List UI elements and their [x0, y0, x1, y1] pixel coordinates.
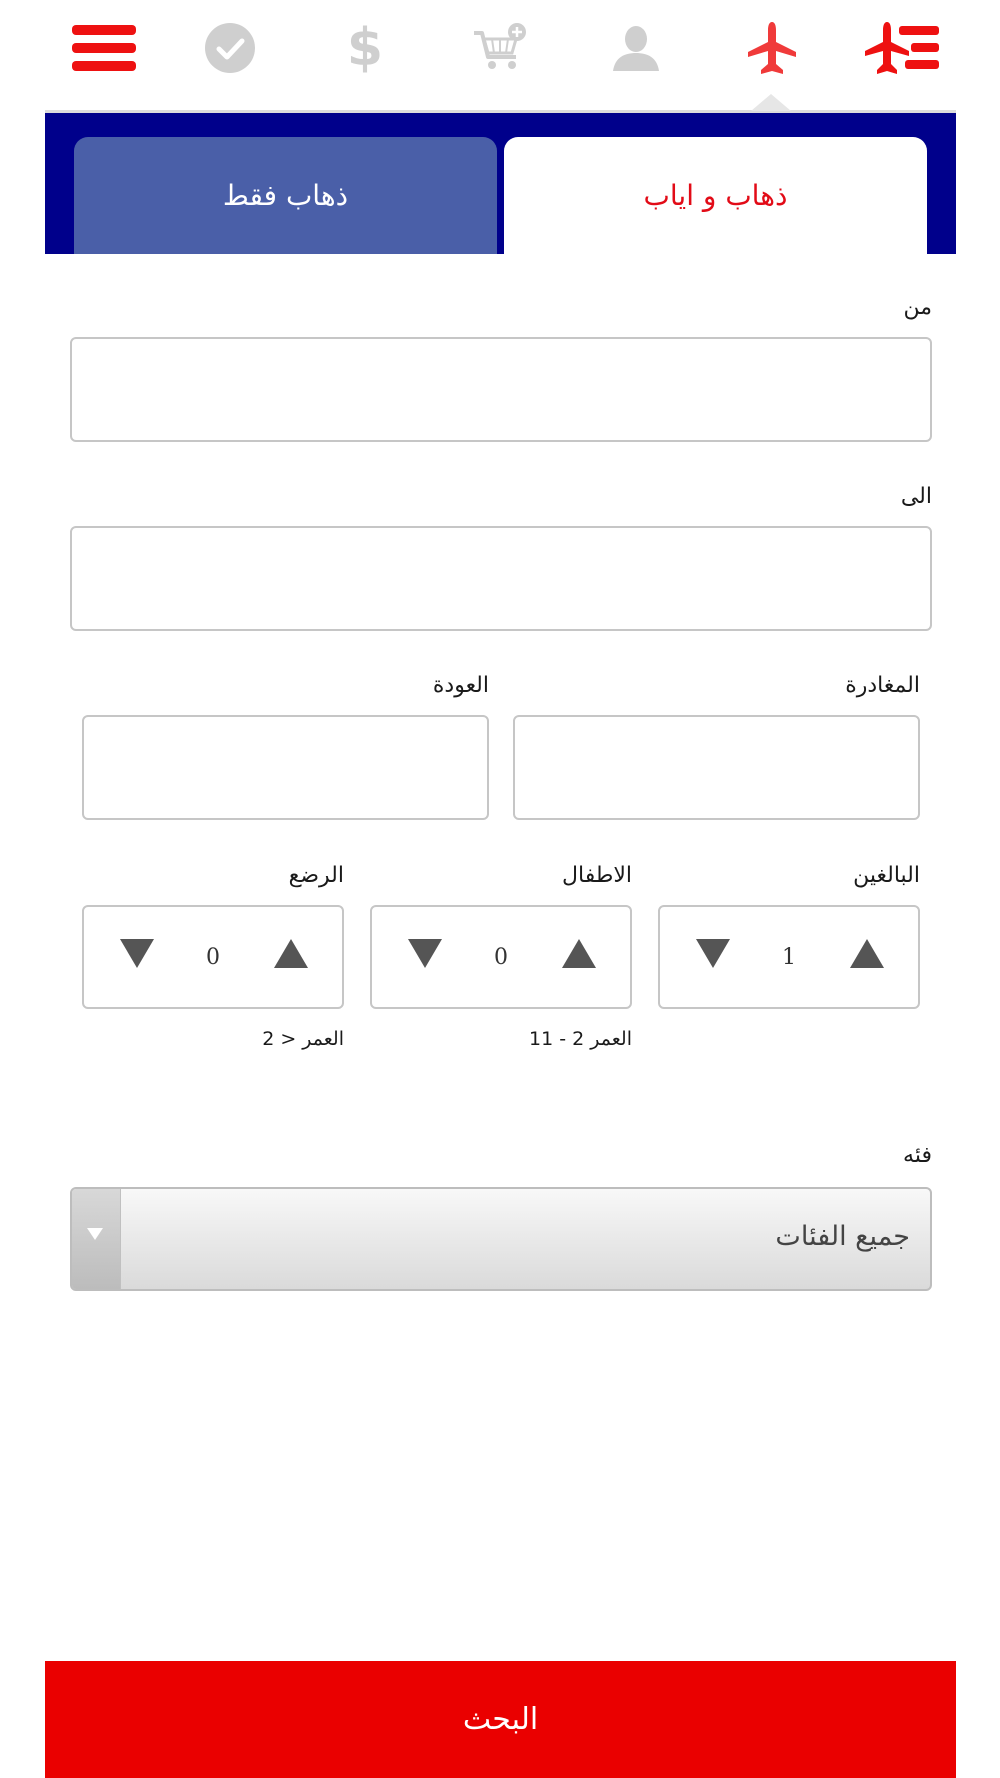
- infants-label: الرضع: [288, 863, 344, 888]
- select-arrow-box: [72, 1189, 121, 1289]
- to-field[interactable]: [70, 526, 932, 631]
- active-step-indicator: [751, 94, 791, 111]
- payment-step-button[interactable]: [320, 8, 410, 88]
- cart-add-icon: [472, 23, 528, 73]
- confirm-step-button[interactable]: [185, 8, 275, 88]
- to-label: الى: [900, 484, 932, 509]
- from-label: من: [903, 295, 932, 320]
- search-button-label: البحث: [462, 1702, 539, 1737]
- return-label: العودة: [432, 673, 489, 698]
- infants-stepper[interactable]: [82, 905, 344, 1009]
- infants-age-note: العمر < 2: [262, 1028, 344, 1050]
- children-age-note: العمر 2 - 11: [529, 1028, 632, 1050]
- tab-one-way-label: ذهاب فقط: [222, 179, 349, 212]
- top-nav: [0, 0, 1000, 112]
- tab-round-trip-label: ذهاب و اياب: [643, 179, 788, 212]
- departure-date-field[interactable]: [513, 715, 920, 820]
- class-label: فئه: [903, 1143, 932, 1168]
- tab-one-way[interactable]: [74, 137, 497, 254]
- departure-label: المغادرة: [845, 673, 920, 698]
- infants-increase-button[interactable]: [274, 939, 308, 968]
- airplane-icon: [746, 20, 798, 76]
- hamburger-menu-icon: [72, 23, 136, 73]
- tab-round-trip[interactable]: [504, 137, 927, 254]
- airline-logo-icon: [865, 20, 941, 76]
- user-icon: [611, 23, 661, 73]
- airline-logo-button[interactable]: [858, 8, 948, 88]
- children-increase-button[interactable]: [562, 939, 596, 968]
- children-count: 0: [494, 945, 508, 970]
- class-select[interactable]: [70, 1187, 932, 1291]
- adults-count: 1: [782, 945, 796, 970]
- adults-stepper[interactable]: [658, 905, 920, 1009]
- class-select-value: جميع الفئات: [775, 1221, 910, 1252]
- search-button[interactable]: [45, 1661, 956, 1778]
- menu-button[interactable]: [59, 8, 149, 88]
- infants-count: 0: [206, 945, 220, 970]
- adults-increase-button[interactable]: [850, 939, 884, 968]
- return-date-field[interactable]: [82, 715, 489, 820]
- children-label: الاطفال: [562, 863, 632, 888]
- children-stepper[interactable]: [370, 905, 632, 1009]
- dollar-icon: $: [346, 18, 384, 78]
- flight-step-button[interactable]: [727, 8, 817, 88]
- adults-label: البالغين: [853, 863, 920, 888]
- from-field[interactable]: [70, 337, 932, 442]
- check-circle-icon: [204, 22, 256, 74]
- passenger-step-button[interactable]: [591, 8, 681, 88]
- cart-step-button[interactable]: [455, 8, 545, 88]
- chevron-down-icon: [87, 1228, 103, 1240]
